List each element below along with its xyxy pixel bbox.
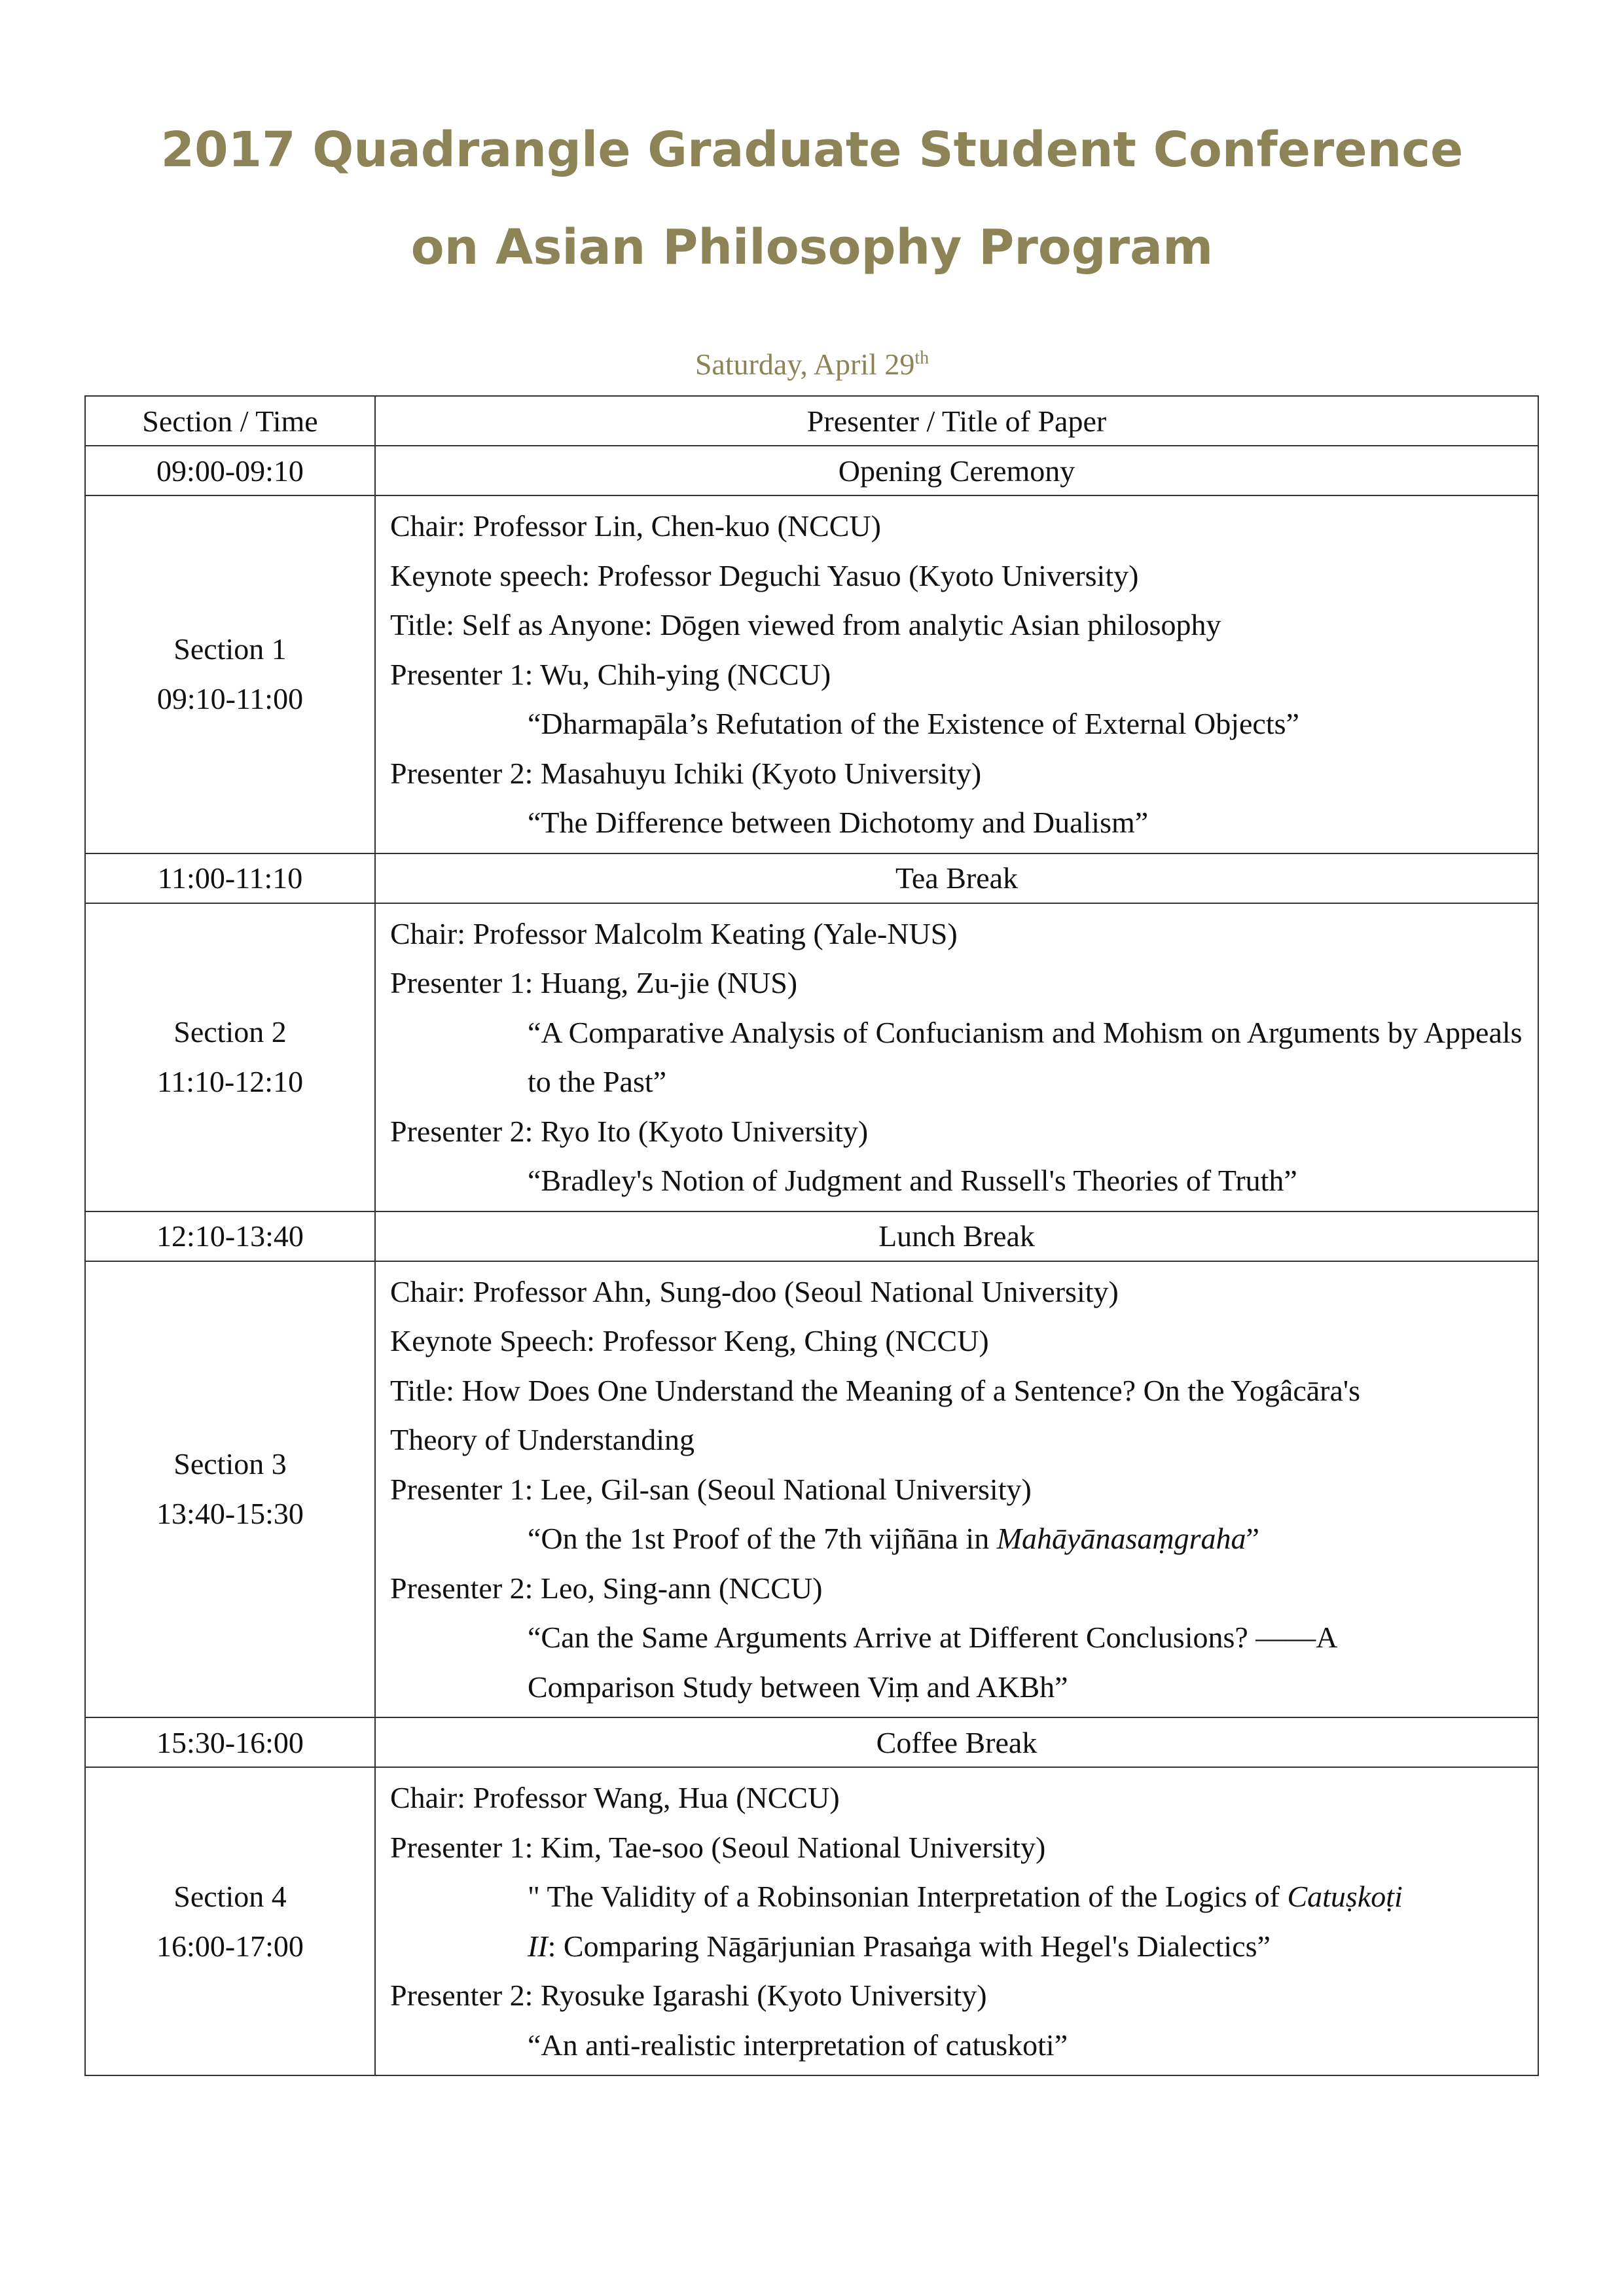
tea-break-time: 11:00-11:10 (85, 853, 375, 903)
section-3-time: 13:40-15:30 (156, 1497, 304, 1531)
header-presenter-title: Presenter / Title of Paper (375, 396, 1538, 446)
lunch-break-row (85, 1211, 1538, 1261)
section-2-details (375, 903, 1538, 1211)
section-4-paper-1-part-a: " The Validity of a Robinsonian Interpretation of the Logics of (528, 1880, 1288, 1913)
section-1-row (85, 495, 1538, 853)
opening-time: 09:00-09:10 (85, 446, 375, 495)
section-4-paper-1-part-b: : Comparing Nāgārjunian Prasaṅga with Hegel's Dialectics” (547, 1929, 1271, 1963)
table-header-row (85, 396, 1538, 446)
section-1-time: 09:10-11:00 (156, 682, 304, 716)
section-1-cell (85, 495, 375, 853)
section-3-keynote-title-1: Title: How Does One Understand the Meaning of a Sentence? On the Yogâcāra's (390, 1373, 1361, 1407)
tea-break-row (85, 853, 1538, 903)
tea-break-event: Tea Break (375, 853, 1538, 903)
opening-ceremony-row (85, 446, 1538, 495)
section-2-row (85, 903, 1538, 1211)
section-1-paper-1: “Dharmapāla’s Refutation of the Existence of External Objects” (528, 707, 1299, 740)
section-1-name: Section 1 (173, 632, 287, 666)
section-4-presenter-1: Presenter 1: Kim, Tae-soo (Seoul National University) (390, 1830, 1046, 1864)
section-4-name: Section 4 (173, 1879, 287, 1913)
section-1-keynote: Keynote speech: Professor Deguchi Yasuo (Kyoto University) (390, 558, 1139, 592)
section-3-name: Section 3 (173, 1447, 287, 1481)
lunch-break-event: Lunch Break (375, 1211, 1538, 1261)
section-2-paper-2: “Bradley's Notion of Judgment and Russell's Theories of Truth” (528, 1164, 1297, 1197)
date-text: Saturday, April 29 (695, 348, 915, 381)
section-1-keynote-title: Title: Self as Anyone: Dōgen viewed from analytic Asian philosophy (390, 608, 1221, 641)
section-4-cell (85, 1767, 375, 2075)
coffee-break-event: Coffee Break (375, 1717, 1538, 1767)
section-3-cell (85, 1261, 375, 1718)
section-4-paper-1-line-2 (390, 1922, 1538, 1971)
section-2-presenter-1: Presenter 1: Huang, Zu-jie (NUS) (390, 966, 798, 999)
section-3-keynote: Keynote Speech: Professor Keng, Ching (NCCU) (390, 1324, 989, 1357)
date-suffix: th (914, 348, 929, 368)
section-3-paper-1 (390, 1514, 1538, 1564)
section-4-paper-1-italic: Catuṣkoṭi (1287, 1880, 1403, 1913)
section-3-paper-1-part-a: “On the 1st Proof of the 7th vijñāna in (528, 1522, 997, 1555)
section-3-paper-1-italic: Mahāyānasaṃgraha (996, 1522, 1246, 1555)
section-2-cell (85, 903, 375, 1211)
section-3-chair: Chair: Professor Ahn, Sung-doo (Seoul National University) (390, 1274, 1119, 1308)
opening-event: Opening Ceremony (375, 446, 1538, 495)
section-2-name: Section 2 (173, 1015, 287, 1049)
section-4-presenter-2: Presenter 2: Ryosuke Igarashi (Kyoto University) (390, 1979, 987, 2012)
section-1-presenter-2: Presenter 2: Masahuyu Ichiki (Kyoto University) (390, 756, 982, 790)
section-3-paper-1-part-c: ” (1246, 1522, 1259, 1555)
header-section-time: Section / Time (85, 396, 375, 446)
section-3-row (85, 1261, 1538, 1718)
section-2-time: 11:10-12:10 (156, 1065, 304, 1098)
section-4-row (85, 1767, 1538, 2075)
page-title-line-2: on Asian Philosophy Program (410, 219, 1214, 276)
section-1-presenter-1: Presenter 1: Wu, Chih-ying (NCCU) (390, 657, 831, 691)
program-table (84, 395, 1539, 2076)
coffee-break-time: 15:30-16:00 (85, 1717, 375, 1767)
section-2-presenter-2: Presenter 2: Ryo Ito (Kyoto University) (390, 1114, 869, 1148)
section-3-presenter-1: Presenter 1: Lee, Gil-san (Seoul National University) (390, 1472, 1032, 1506)
section-1-chair: Chair: Professor Lin, Chen-kuo (NCCU) (390, 509, 881, 543)
section-4-chair: Chair: Professor Wang, Hua (NCCU) (390, 1781, 840, 1814)
section-3-presenter-2: Presenter 2: Leo, Sing-ann (NCCU) (390, 1571, 823, 1605)
section-3-paper-2-line-2: Comparison Study between Viṃ and AKBh” (528, 1670, 1068, 1704)
page-title-line-1: 2017 Quadrangle Graduate Student Conference (160, 122, 1464, 178)
coffee-break-row (85, 1717, 1538, 1767)
section-4-time: 16:00-17:00 (156, 1929, 304, 1963)
section-3-details (375, 1261, 1538, 1718)
section-1-details (375, 495, 1538, 853)
section-4-paper-2: “An anti-realistic interpretation of catuskoti” (528, 2028, 1068, 2062)
section-4-paper-1-line-1 (390, 1872, 1538, 1922)
section-3-keynote-title-2: Theory of Understanding (390, 1423, 695, 1456)
program-date (0, 347, 1624, 382)
section-4-paper-1-roman-numeral: II (528, 1929, 548, 1963)
section-3-paper-2-line-1: “Can the Same Arguments Arrive at Different Conclusions? ——A (528, 1621, 1338, 1654)
section-4-details (375, 1767, 1538, 2075)
lunch-break-time: 12:10-13:40 (85, 1211, 375, 1261)
section-2-chair: Chair: Professor Malcolm Keating (Yale-NUS) (390, 916, 958, 950)
section-2-paper-1: “A Comparative Analysis of Confucianism and Mohism on Arguments by Appeals to the Past” (528, 1015, 1523, 1098)
section-1-paper-2: “The Difference between Dichotomy and Dualism” (528, 806, 1149, 839)
